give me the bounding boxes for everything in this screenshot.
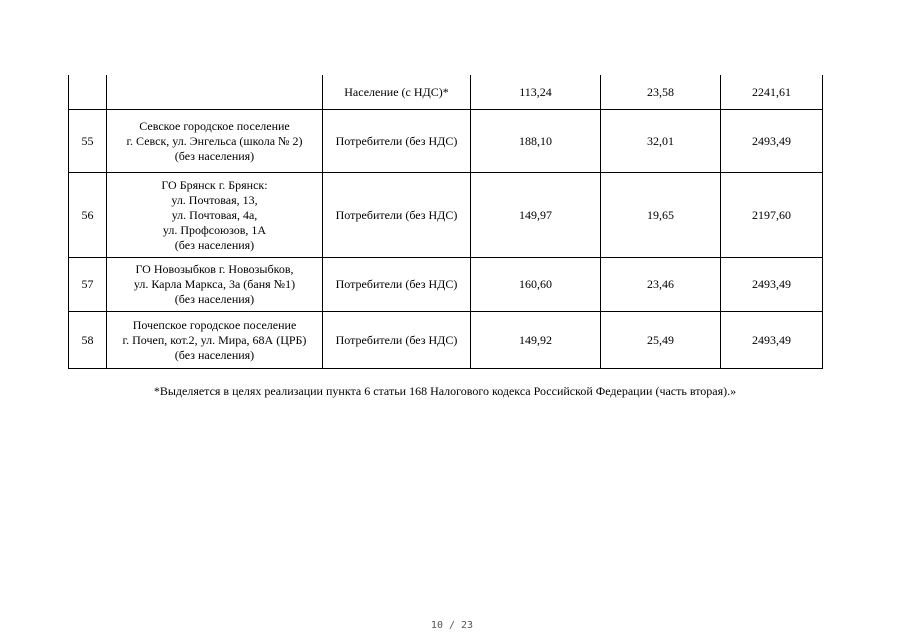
location-cell [107, 258, 323, 312]
location-line: ул. Профсоюзов, 1А [162, 222, 267, 237]
page-number: 10 / 23 [430, 620, 474, 631]
value-3-cell: 2493,49 [721, 110, 823, 173]
row-number-cell: 58 [69, 312, 107, 369]
row-number-cell [69, 75, 107, 110]
footnote: *Выделяется в целях реализации пункта 6 статьи 168 Налогового кодекса Российской Федерации (часть вторая).» [153, 384, 737, 398]
value-2-cell: 25,49 [601, 312, 721, 369]
value-1-cell: 149,97 [471, 173, 601, 258]
location-line: ул. Почтовая, 13, [171, 192, 258, 207]
table-row [69, 312, 823, 369]
row-number-cell: 56 [69, 173, 107, 258]
table-row [69, 75, 823, 110]
table-row [69, 110, 823, 173]
value-3-cell: 2493,49 [721, 258, 823, 312]
location-line: ГО Новозыбков г. Новозыбков, [135, 262, 294, 276]
consumer-category-cell: Потребители (без НДС) [323, 258, 471, 312]
location-line: Почепское городское поселение [132, 317, 297, 332]
location-cell [107, 173, 323, 258]
location-cell [107, 110, 323, 173]
location-line: г. Севск, ул. Энгельса (школа № 2) [126, 133, 303, 148]
table-row [69, 258, 823, 312]
value-1-cell: 113,24 [471, 75, 601, 110]
value-2-cell: 23,58 [601, 75, 721, 110]
location-line: ул. Почтовая, 4а, [171, 207, 258, 222]
location-line: г. Почеп, кот.2, ул. Мира, 68А (ЦРБ) [122, 332, 307, 347]
consumer-category-cell: Потребители (без НДС) [323, 173, 471, 258]
location-cell [107, 75, 323, 110]
location-line: ГО Брянск г. Брянск: [161, 177, 268, 192]
value-1-cell: 149,92 [471, 312, 601, 369]
location-line: (без населения) [174, 237, 255, 252]
table-row [69, 173, 823, 258]
location-line: (без населения) [174, 148, 255, 163]
value-2-cell: 23,46 [601, 258, 721, 312]
consumer-category-cell: Потребители (без НДС) [323, 110, 471, 173]
value-3-cell: 2493,49 [721, 312, 823, 369]
value-1-cell: 160,60 [471, 258, 601, 312]
value-2-cell: 19,65 [601, 173, 721, 258]
row-number-cell: 55 [69, 110, 107, 173]
location-line: (без населения) [174, 347, 255, 362]
value-2-cell: 32,01 [601, 110, 721, 173]
consumer-category-cell: Население (с НДС)* [323, 75, 471, 110]
consumer-category-cell: Потребители (без НДС) [323, 312, 471, 369]
value-3-cell: 2241,61 [721, 75, 823, 110]
row-number-cell: 57 [69, 258, 107, 312]
location-line: ул. Карла Маркса, 3а (баня №1) [133, 277, 296, 291]
value-3-cell: 2197,60 [721, 173, 823, 258]
location-cell [107, 312, 323, 369]
value-1-cell: 188,10 [471, 110, 601, 173]
tariff-table [68, 75, 823, 369]
location-line: (без населения) [174, 292, 255, 306]
location-line: Севское городское поселение [139, 118, 290, 133]
